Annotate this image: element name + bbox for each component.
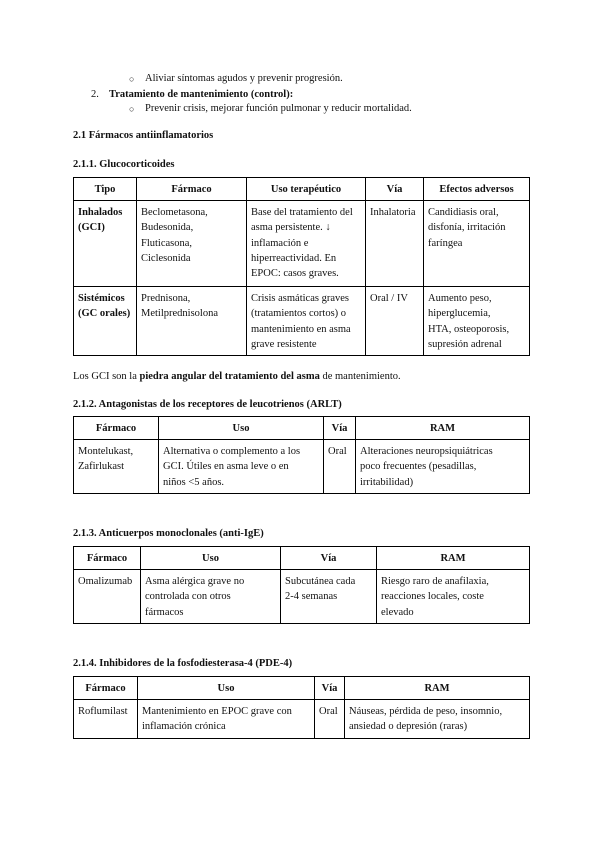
table-row bbox=[74, 201, 530, 287]
table-cell-via bbox=[366, 201, 424, 287]
table-header-cell: Vía bbox=[366, 178, 424, 201]
cell-text: irritabilidad) bbox=[360, 476, 414, 488]
cell-text: Roflumilast bbox=[78, 706, 128, 718]
list-subitem-1: Aliviar síntomas agudos y prevenir progresión. bbox=[145, 73, 343, 84]
cell-text: Omalizumab bbox=[78, 576, 133, 588]
pde4-table bbox=[73, 676, 530, 739]
table-cell-farmaco bbox=[137, 287, 247, 356]
table-header-cell: Vía bbox=[324, 417, 356, 440]
cell-text: Prednisona, bbox=[141, 293, 191, 305]
cell-text: Fluticasona, bbox=[141, 237, 193, 249]
table-header-cell: Fármaco bbox=[74, 547, 141, 570]
table-cell-uso bbox=[138, 700, 315, 738]
cell-text: elevado bbox=[381, 606, 414, 618]
cell-text: Crisis asmáticas graves bbox=[251, 293, 349, 305]
table-cell-tipo bbox=[74, 201, 137, 287]
table-cell-tipo bbox=[74, 287, 137, 356]
anticuerpos-table bbox=[73, 546, 530, 624]
cell-text: hiperglucemia, bbox=[428, 308, 491, 320]
cell-text: faríngea bbox=[428, 237, 463, 249]
table-row bbox=[74, 700, 530, 738]
cell-text: poco frecuentes (pesadillas, bbox=[360, 461, 477, 473]
table-cell-efectos bbox=[424, 287, 530, 356]
table-header-row bbox=[74, 417, 530, 440]
cell-text: niños <5 años. bbox=[163, 476, 225, 488]
table-header-cell: Uso terapéutico bbox=[247, 178, 366, 201]
list-number-2: 2. bbox=[91, 89, 99, 100]
cell-text: Base del tratamiento del bbox=[251, 207, 353, 219]
cell-text: controlada con otros bbox=[145, 591, 231, 603]
table-header-cell: Fármaco bbox=[74, 417, 159, 440]
cell-text: Sistémicos bbox=[78, 293, 125, 305]
list-item-2: Tratamiento de mantenimiento (control): bbox=[109, 89, 294, 100]
cell-text: Subcutánea cada bbox=[285, 576, 356, 588]
table-row bbox=[74, 570, 530, 624]
cell-text: inflamación e bbox=[251, 237, 309, 249]
table-cell-uso bbox=[247, 287, 366, 356]
table-row bbox=[74, 287, 530, 356]
table-header-cell: Fármaco bbox=[74, 677, 138, 700]
table-cell-farmaco bbox=[74, 700, 138, 738]
cell-text: GCI. Útiles en asma leve o en bbox=[163, 461, 289, 473]
subsection-title-anticuerpos: 2.1.3. Anticuerpos monoclonales (anti-IgE) bbox=[73, 528, 264, 539]
list-subitem-2: Prevenir crisis, mejorar función pulmonar y reducir mortalidad. bbox=[145, 103, 412, 114]
cell-text: asma persistente. ↓ bbox=[251, 222, 331, 234]
cell-text: 2-4 semanas bbox=[285, 591, 338, 603]
gci-note bbox=[73, 369, 401, 384]
table-cell-via bbox=[366, 287, 424, 356]
cell-text: inflamación crónica bbox=[142, 721, 226, 733]
table-cell-farmaco bbox=[74, 570, 141, 624]
cell-text: Montelukast, bbox=[78, 446, 134, 458]
cell-text: ansiedad o depresión (raras) bbox=[349, 721, 468, 733]
note-text: de mantenimiento. bbox=[319, 371, 401, 382]
table-cell-farmaco bbox=[137, 201, 247, 287]
cell-text: Budesonida, bbox=[141, 222, 194, 234]
cell-text: Mantenimiento en EPOC grave con bbox=[142, 706, 292, 718]
cell-text: Beclometasona, bbox=[141, 207, 208, 219]
table-header-cell: Fármaco bbox=[137, 178, 247, 201]
cell-text: Náuseas, pérdida de peso, insomnio, bbox=[349, 706, 503, 718]
cell-text: Alternativa o complemento a los bbox=[163, 446, 301, 458]
cell-text: Inhalados bbox=[78, 207, 123, 219]
section-title: 2.1 Fármacos antiinflamatorios bbox=[73, 130, 214, 141]
table-header-cell: Uso bbox=[138, 677, 315, 700]
glucocorticoides-table bbox=[73, 177, 530, 356]
table-cell-ram bbox=[345, 700, 530, 738]
table-cell-uso bbox=[141, 570, 281, 624]
bullet-circle-icon: ○ bbox=[129, 74, 135, 84]
cell-text: EPOC: casos graves. bbox=[251, 268, 339, 280]
cell-text: mantenimiento en asma bbox=[251, 323, 351, 335]
table-cell-efectos bbox=[424, 201, 530, 287]
cell-text: Oral bbox=[319, 706, 338, 718]
cell-text: Aumento peso, bbox=[428, 293, 492, 305]
cell-text: Metilprednisolona bbox=[141, 308, 218, 320]
cell-text: HTA, osteoporosis, bbox=[428, 323, 510, 335]
subsection-title-pde4: 2.1.4. Inhibidores de la fosfodiesterasa-4 (PDE-4) bbox=[73, 658, 293, 669]
note-text: Los GCI son la bbox=[73, 371, 140, 382]
table-header-cell: Tipo bbox=[74, 178, 137, 201]
table-cell-via bbox=[315, 700, 345, 738]
cell-text: Alteraciones neuropsiquiátricas bbox=[360, 446, 493, 458]
table-header-cell: RAM bbox=[356, 417, 530, 440]
table-header-cell: Vía bbox=[315, 677, 345, 700]
bullet-circle-icon: ○ bbox=[129, 104, 135, 114]
cell-text: Riesgo raro de anafilaxia, bbox=[381, 576, 489, 588]
table-cell-uso bbox=[159, 440, 324, 494]
subsection-title-arlt: 2.1.2. Antagonistas de los receptores de leucotrienos (ARLT) bbox=[73, 399, 342, 410]
cell-text: reacciones locales, coste bbox=[381, 591, 484, 603]
table-header-cell: Uso bbox=[141, 547, 281, 570]
subsection-title-glucocorticoides: 2.1.1. Glucocorticoides bbox=[73, 159, 175, 170]
cell-text: (GC orales) bbox=[78, 308, 131, 320]
cell-text: hiperreactividad. En bbox=[251, 252, 337, 264]
table-cell-via bbox=[324, 440, 356, 494]
table-header-cell: Uso bbox=[159, 417, 324, 440]
cell-text: Oral / IV bbox=[370, 293, 408, 305]
cell-text: (GCI) bbox=[78, 222, 105, 234]
cell-text: supresión adrenal bbox=[428, 338, 502, 350]
cell-text: Ciclesonida bbox=[141, 252, 191, 264]
cell-text: Inhalatoria bbox=[370, 207, 416, 219]
table-header-row bbox=[74, 547, 530, 570]
table-header-row bbox=[74, 178, 530, 201]
table-row bbox=[74, 440, 530, 494]
cell-text: Asma alérgica grave no bbox=[145, 576, 245, 588]
cell-text: disfonía, irritación bbox=[428, 222, 506, 234]
cell-text: fármacos bbox=[145, 606, 184, 618]
table-cell-ram bbox=[377, 570, 530, 624]
table-header-row bbox=[74, 677, 530, 700]
table-cell-uso bbox=[247, 201, 366, 287]
cell-text: Zafirlukast bbox=[78, 461, 125, 473]
note-bold-text: piedra angular del tratamiento del asma bbox=[139, 371, 320, 382]
table-header-cell: Vía bbox=[281, 547, 377, 570]
table-cell-ram bbox=[356, 440, 530, 494]
table-cell-via bbox=[281, 570, 377, 624]
table-header-cell: Efectos adversos bbox=[424, 178, 530, 201]
cell-text: (tratamientos cortos) o bbox=[251, 308, 347, 320]
arlt-table bbox=[73, 416, 530, 494]
table-header-cell: RAM bbox=[345, 677, 530, 700]
cell-text: Oral bbox=[328, 446, 347, 458]
table-cell-farmaco bbox=[74, 440, 159, 494]
cell-text: Candidiasis oral, bbox=[428, 207, 499, 219]
cell-text: grave resistente bbox=[251, 338, 317, 350]
table-header-cell: RAM bbox=[377, 547, 530, 570]
